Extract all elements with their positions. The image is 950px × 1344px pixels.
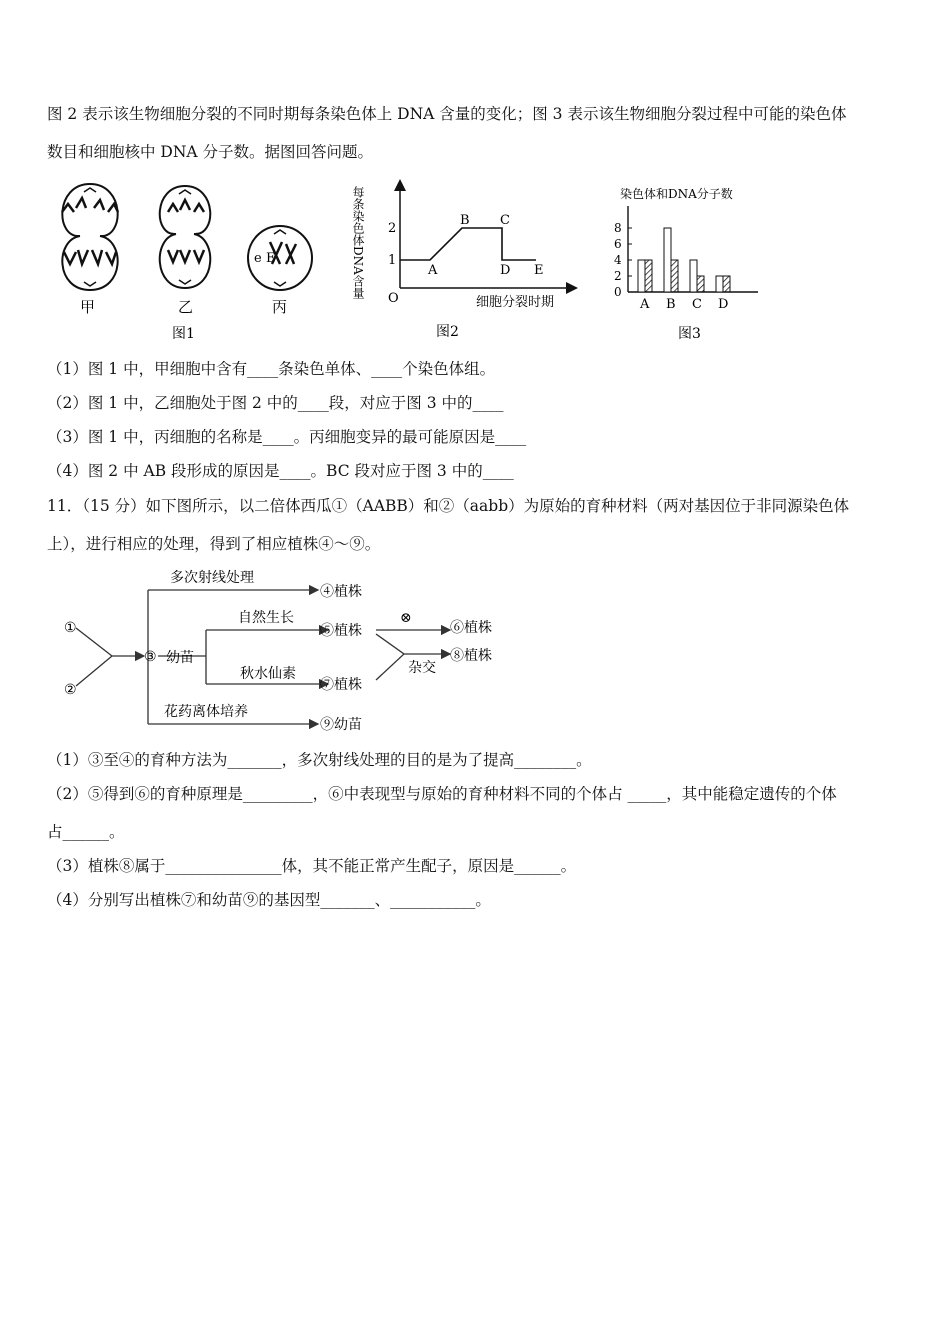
fig2-point-A: A (428, 263, 438, 278)
q11-stem-1: 11．（15 分）如下图所示，以二倍体西瓜①（AABB）和②（aabb）为原始的育种材料（两对基因位于非同源染色体 (47, 497, 850, 515)
breeding-flow-diagram (58, 562, 518, 738)
intro-line-2: 数目和细胞核中 DNA 分子数。据图回答问题。 (47, 143, 374, 161)
fig3-ytick: 6 (614, 237, 622, 251)
intro-line-1: 图 2 表示该生物细胞分裂的不同时期每条染色体上 DNA 含量的变化；图 3 表示该生物细胞分裂过程中可能的染色体 (47, 105, 847, 123)
fig3-bar-D-染色体 (716, 276, 723, 292)
figure-1-caption: 图1 (172, 326, 195, 342)
flow-anther: 花药离体培养 (164, 704, 248, 720)
flow-plant-5: ⑤植株 (320, 623, 362, 639)
fig3-category-D: D (718, 297, 729, 312)
flow-plant-8: ⑧植株 (450, 648, 492, 664)
q10-2: （2）图 1 中，乙细胞处于图 2 中的____段，对应于图 3 中的____ (47, 394, 504, 412)
flow-plant-7: ⑦植株 (320, 677, 362, 693)
fig3-bar-A-染色体 (638, 260, 645, 292)
fig3-bar-C-染色体 (690, 260, 697, 292)
cell-label-jia: 甲 (80, 298, 96, 316)
q10-3: （3）图 1 中，丙细胞的名称是____。丙细胞变异的最可能原因是____ (47, 428, 527, 446)
q11-1: （1）③至④的育种方法为_______，多次射线处理的目的是为了提高________。 (47, 751, 592, 769)
fig3-category-C: C (692, 297, 702, 312)
figure-3-chart (606, 178, 766, 348)
fig2-curve (400, 228, 536, 260)
fig2-ytick-2: 2 (388, 221, 397, 236)
flow-node-3: ③ (144, 649, 157, 665)
fig3-ytick: 8 (614, 221, 622, 235)
cell-label-bing: 丙 (272, 298, 288, 316)
fig3-title: 染色体和DNA分子数 (620, 187, 733, 201)
gene-label-E: E (266, 251, 276, 266)
fig2-ylabel: 每条染色体DNA含量 (351, 186, 365, 299)
fig3-bar-D-DNA (723, 276, 730, 292)
flow-seedling-9: ⑨幼苗 (320, 717, 362, 733)
flow-radiation: 多次射线处理 (170, 570, 254, 586)
flow-colchicine: 秋水仙素 (240, 666, 296, 682)
figure-1-cells (50, 178, 330, 346)
q10-1: （1）图 1 中，甲细胞中含有____条染色单体、____个染色体组。 (47, 360, 496, 378)
q11-3: （3）植株⑧属于_______________体，其不能正常产生配子，原因是______。 (47, 857, 577, 875)
fig3-bar-B-染色体 (664, 228, 671, 292)
cell-jia (62, 184, 118, 290)
fig2-xlabel: 细胞分裂时期 (476, 295, 555, 310)
fig2-point-D: D (500, 263, 511, 278)
q11-stem-2: 上），进行相应的处理，得到了相应植株④～⑨。 (47, 535, 381, 553)
flow-node-2: ② (64, 682, 77, 698)
q10-4: （4）图 2 中 AB 段形成的原因是____。BC 段对应于图 3 中的____ (47, 462, 514, 480)
cell-yi (160, 186, 211, 288)
figure-3-caption: 图3 (678, 326, 701, 342)
fig2-point-E: E (534, 263, 544, 278)
fig2-ytick-1: 1 (388, 253, 397, 268)
fig2-origin: O (388, 291, 399, 306)
fig3-bar-C-DNA (697, 276, 704, 292)
q11-4: （4）分别写出植株⑦和幼苗⑨的基因型_______、___________。 (47, 891, 491, 909)
flow-selfing: ⊗ (400, 610, 412, 626)
fig3-bar-A-DNA (645, 260, 652, 292)
figure-2-graph (350, 176, 582, 348)
fig2-point-C: C (500, 213, 510, 228)
flow-node-1: ① (64, 620, 77, 636)
flow-plant-4: ④植株 (320, 584, 362, 600)
figure-2-caption: 图2 (436, 324, 459, 340)
fig3-bar-B-DNA (671, 260, 678, 292)
flow-natural: 自然生长 (238, 610, 294, 626)
q11-2b: 占______。 (47, 823, 125, 841)
gene-label-e: e (254, 251, 262, 266)
fig3-ytick: 2 (614, 269, 622, 283)
fig3-category-A: A (640, 297, 650, 312)
q11-2a: （2）⑤得到⑥的育种原理是_________，⑥中表现型与原始的育种材料不同的个体占 _____，其中能稳定遗传的个体 (47, 785, 837, 803)
fig3-category-B: B (666, 297, 676, 312)
flow-seedling: 幼苗 (166, 650, 194, 666)
fig3-ytick: 0 (614, 285, 622, 299)
fig3-ytick: 4 (614, 253, 622, 267)
cell-label-yi: 乙 (178, 298, 194, 316)
flow-cross: 杂交 (408, 660, 436, 676)
flow-plant-6: ⑥植株 (450, 620, 492, 636)
fig2-point-B: B (460, 213, 470, 228)
